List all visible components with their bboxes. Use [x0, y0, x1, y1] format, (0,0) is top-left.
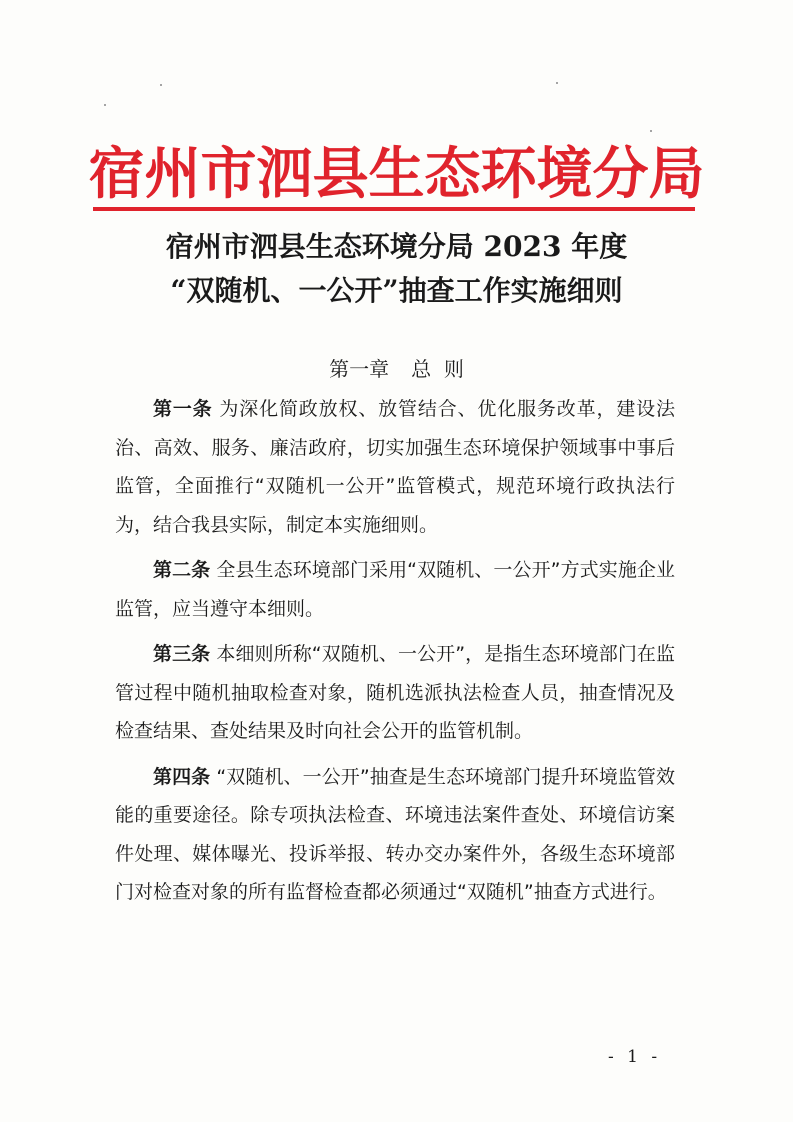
chapter-number: 第一章 — [329, 357, 390, 381]
article-text: 全县生态环境部门采用“双随机、一公开”方式实施企业监管，应当遵守本细则。 — [115, 559, 675, 620]
document-title-line-1: 宿州市泗县生态环境分局 2023 年度 — [165, 230, 628, 263]
article-label: 第二条 — [153, 559, 211, 581]
article-1 — [115, 390, 675, 544]
article-label: 第三条 — [153, 643, 211, 665]
document-body — [115, 390, 675, 919]
article-4 — [115, 758, 675, 912]
scan-speck — [556, 82, 558, 84]
page-number: - 1 - — [608, 1047, 662, 1067]
document-title-line-2: “双随机、一公开”抽查工作实施细则 — [170, 274, 623, 307]
scan-speck — [160, 84, 162, 86]
scan-speck — [650, 130, 652, 132]
chapter-name: 总 则 — [411, 357, 464, 381]
document-title — [0, 225, 793, 313]
article-text: 为深化简政放权、放管结合、优化服务改革，建设法治、高效、服务、廉洁政府，切实加强生态环境保护领域事中事后监管，全面推行“双随机一公开”监管模式，规范环境行政执法行为，结合我县实际，制定本实施细则。 — [115, 398, 675, 536]
article-2 — [115, 551, 675, 628]
article-label: 第一条 — [153, 398, 213, 420]
letterhead-title: 宿州市泗县生态环境分局 — [88, 141, 705, 207]
scan-speck — [104, 104, 106, 106]
article-label: 第四条 — [153, 765, 211, 788]
chapter-heading — [0, 354, 793, 384]
article-text: “双随机、一公开”抽查是生态环境部门提升环境监管效能的重要途径。除专项执法检查、环境违法案件查处、环境信访案件处理、媒体曝光、投诉举报、转办交办案件外，各级生态环境部门对检查对象的所有监督检查都必须通过“双随机”抽查方式进行。 — [115, 765, 675, 903]
letterhead-red-rule — [93, 207, 695, 211]
article-text: 本细则所称“双随机、一公开”，是指生态环境部门在监管过程中随机抽取检查对象，随机选派执法检查人员，抽查情况及检查结果、查处结果及时向社会公开的监管机制。 — [115, 643, 675, 742]
article-3 — [115, 635, 675, 751]
